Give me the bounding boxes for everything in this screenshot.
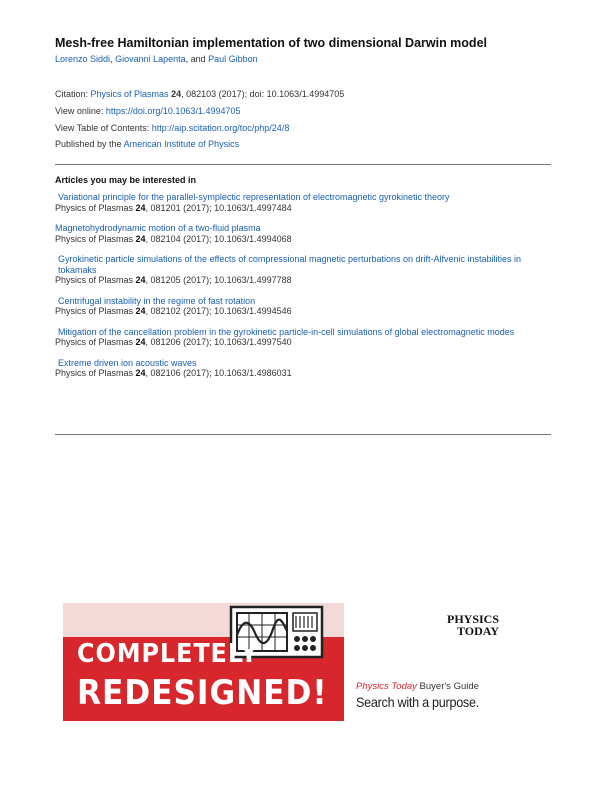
view-online-line — [55, 106, 240, 117]
related-articles-list — [55, 192, 551, 389]
author-link[interactable]: Paul Gibbon — [208, 54, 258, 64]
list-item — [55, 192, 551, 213]
view-toc-label: View Table of Contents: — [55, 123, 152, 133]
article-reference: Physics of Plasmas 24, 082106 (2017); 10.1063/1.4986031 — [55, 368, 292, 378]
author-link[interactable]: Giovanni Lapenta — [115, 54, 186, 64]
article-reference: Physics of Plasmas 24, 081206 (2017); 10.1063/1.4997540 — [55, 337, 292, 347]
divider — [55, 434, 551, 435]
list-item — [55, 327, 551, 348]
published-line — [55, 139, 239, 150]
doi-link[interactable]: https://doi.org/10.1063/1.4994705 — [105, 106, 241, 116]
article-title-link[interactable]: Extreme driven ion acoustic waves — [58, 357, 197, 368]
list-item — [55, 358, 551, 379]
advertisement-banner[interactable] — [63, 603, 507, 721]
article-reference: Physics of Plasmas 24, 081201 (2017); 10.1063/1.4997484 — [55, 202, 292, 213]
author-separator: , — [110, 54, 116, 64]
paper-title: Mesh-free Hamiltonian implementation of two dimensional Darwin model — [55, 36, 487, 50]
list-item — [55, 296, 551, 317]
toc-link[interactable]: http://aip.scitation.org/toc/php/24/8 — [151, 123, 290, 133]
ad-tagline: Search with a purpose. — [356, 694, 479, 710]
physics-today-logo: PHYSICS TODAY — [446, 612, 499, 638]
published-label: Published by the — [55, 139, 124, 149]
citation-volume: 24 — [171, 89, 182, 99]
ad-white-panel — [344, 603, 507, 721]
article-title-link[interactable]: Centrifugal instability in the regime of fast rotation — [58, 295, 256, 306]
ad-red-panel — [63, 603, 344, 721]
publisher-link[interactable]: American Institute of Physics — [123, 139, 240, 149]
citation-label: Citation: — [55, 89, 91, 99]
ad-guide-text: Physics Today Buyer's Guide — [356, 681, 479, 692]
ad-headline-2: REDESIGNED! — [77, 673, 328, 713]
author-list — [55, 54, 258, 64]
article-title-link[interactable]: Variational principle for the parallel-symplectic representation of electromagnetic gyrokinetic theory — [58, 192, 450, 202]
ad-headline-1: COMPLETELY — [77, 639, 259, 669]
divider — [55, 164, 551, 165]
article-reference: Physics of Plasmas 24, 081205 (2017); 10.1063/1.4997788 — [55, 275, 292, 285]
author-separator: , and — [185, 54, 209, 64]
articles-heading: Articles you may be interested in — [55, 175, 197, 185]
article-title-link[interactable]: Magnetohydrodynamic motion of a two-fluid plasma — [55, 223, 261, 233]
list-item — [55, 223, 551, 244]
journal-link[interactable]: Physics of Plasmas — [90, 89, 169, 99]
citation-line — [55, 89, 344, 100]
view-toc-line — [55, 123, 289, 134]
author-link[interactable]: Lorenzo Siddi — [55, 54, 111, 64]
article-reference: Physics of Plasmas 24, 082102 (2017); 10.1063/1.4994546 — [55, 306, 292, 316]
list-item — [55, 254, 551, 286]
article-reference: Physics of Plasmas 24, 082104 (2017); 10.1063/1.4994068 — [55, 233, 292, 244]
view-online-label: View online: — [55, 106, 106, 116]
article-title-link[interactable]: Gyrokinetic particle simulations of the effects of compressional magnetic perturbations on drift-Alfvenic instabilities in tokamaks — [58, 254, 522, 275]
article-title-link[interactable]: Mitigation of the cancellation problem in the gyrokinetic particle-in-cell simulations of global electromagnetic modes — [58, 326, 515, 337]
citation-rest: , 082103 (2017); doi: 10.1063/1.4994705 — [181, 89, 345, 99]
